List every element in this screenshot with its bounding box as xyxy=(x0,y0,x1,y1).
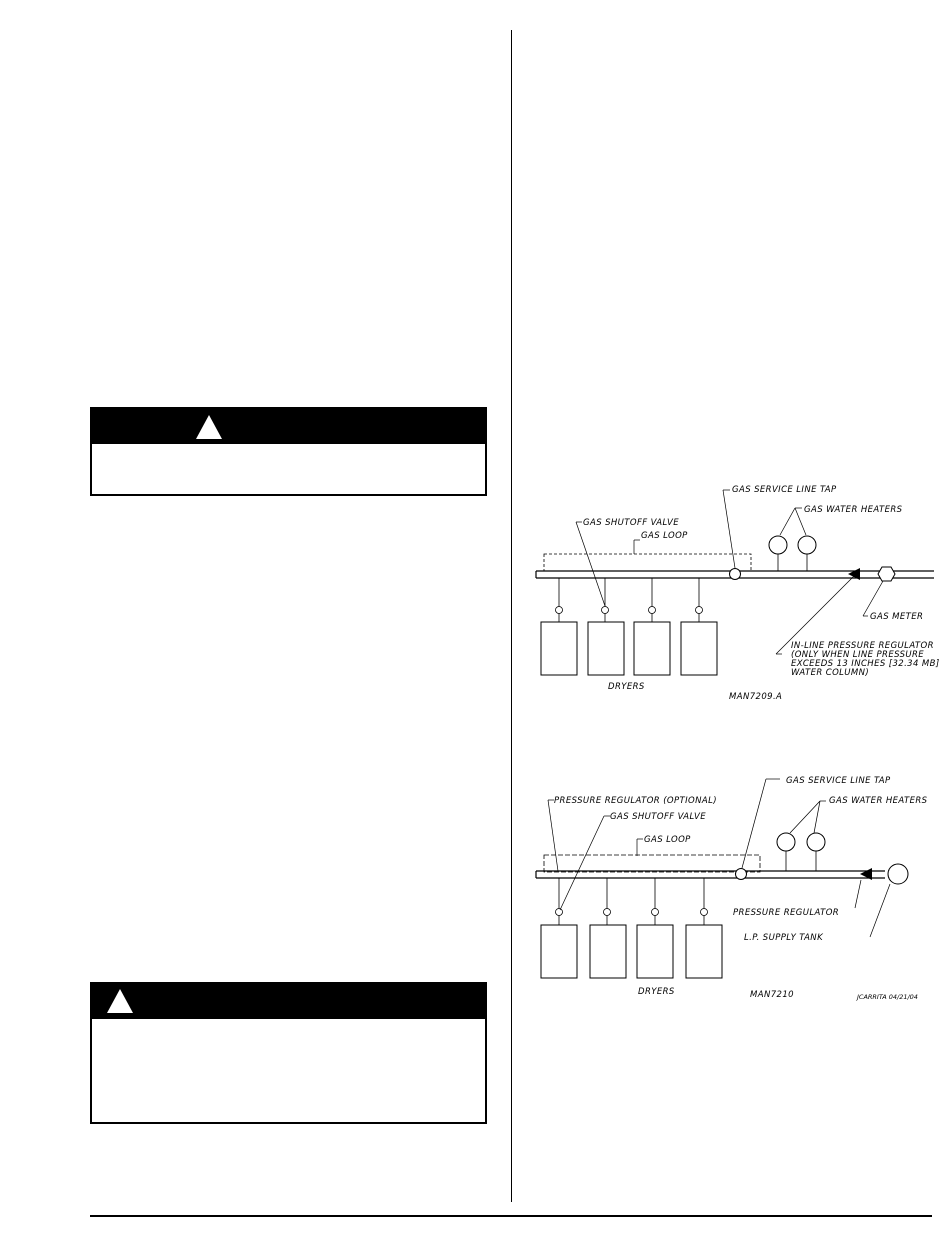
lp-gas-piping-diagram xyxy=(530,770,940,1005)
label-gas-water-heaters: GAS WATER HEATERS xyxy=(829,796,928,806)
warning-triangle-icon xyxy=(105,987,135,1015)
dryer xyxy=(637,925,673,978)
label-regulator-line-4: WATER COLUMN) xyxy=(791,668,870,678)
label-gas-meter: GAS METER xyxy=(870,612,924,622)
label-gas-shutoff-valve: GAS SHUTOFF VALVE xyxy=(610,812,707,822)
label-gas-service-line-tap: GAS SERVICE LINE TAP xyxy=(732,485,837,495)
label-gas-water-heaters: GAS WATER HEATERS xyxy=(804,505,903,515)
water-heater xyxy=(769,536,787,554)
label-regulator-line-1: IN-LINE PRESSURE REGULATOR xyxy=(791,641,934,651)
warning-header-bar xyxy=(92,984,485,1019)
dryer-group xyxy=(541,578,717,675)
label-dryers: DRYERS xyxy=(638,987,675,997)
gas-loop-dashed xyxy=(544,855,760,872)
label-pressure-regulator: PRESSURE REGULATOR xyxy=(733,908,840,918)
warning-header-bar xyxy=(92,409,485,444)
figure-id: MAN7209.A xyxy=(729,692,783,700)
warning-box xyxy=(90,982,487,1124)
dryer xyxy=(686,925,722,978)
figure-id: MAN7210 xyxy=(750,990,794,1000)
label-gas-shutoff-valve: GAS SHUTOFF VALVE xyxy=(583,518,680,528)
label-gas-loop: GAS LOOP xyxy=(641,531,688,541)
column-divider xyxy=(511,30,512,1202)
label-lp-supply-tank: L.P. SUPPLY TANK xyxy=(744,933,824,943)
footer-rule xyxy=(90,1215,932,1217)
natural-gas-piping-diagram xyxy=(530,478,940,700)
warning-triangle-icon xyxy=(194,413,224,441)
label-gas-loop: GAS LOOP xyxy=(644,835,691,845)
warning-box xyxy=(90,407,487,496)
label-gas-service-line-tap: GAS SERVICE LINE TAP xyxy=(786,776,891,786)
dryer xyxy=(541,925,577,978)
water-heater xyxy=(798,536,816,554)
service-tap-valve xyxy=(736,869,747,880)
dryer xyxy=(634,622,670,675)
water-heater xyxy=(777,833,795,851)
label-regulator-line-2: (ONLY WHEN LINE PRESSURE xyxy=(791,650,925,660)
water-heater xyxy=(807,833,825,851)
label-pressure-regulator-optional: PRESSURE REGULATOR (OPTIONAL) xyxy=(554,796,717,806)
dryer xyxy=(541,622,577,675)
dryer xyxy=(681,622,717,675)
gas-loop-dashed xyxy=(544,554,751,571)
gas-meter xyxy=(878,567,895,581)
label-regulator-line-3: EXCEEDS 13 INCHES [32.34 MB] xyxy=(791,659,940,669)
dryer xyxy=(588,622,624,675)
label-dryers: DRYERS xyxy=(608,682,645,692)
service-tap-valve xyxy=(730,569,741,580)
lp-supply-tank xyxy=(888,864,908,884)
dryer xyxy=(590,925,626,978)
drafter-stamp: JCARRITA 04/21/04 xyxy=(857,993,918,1001)
